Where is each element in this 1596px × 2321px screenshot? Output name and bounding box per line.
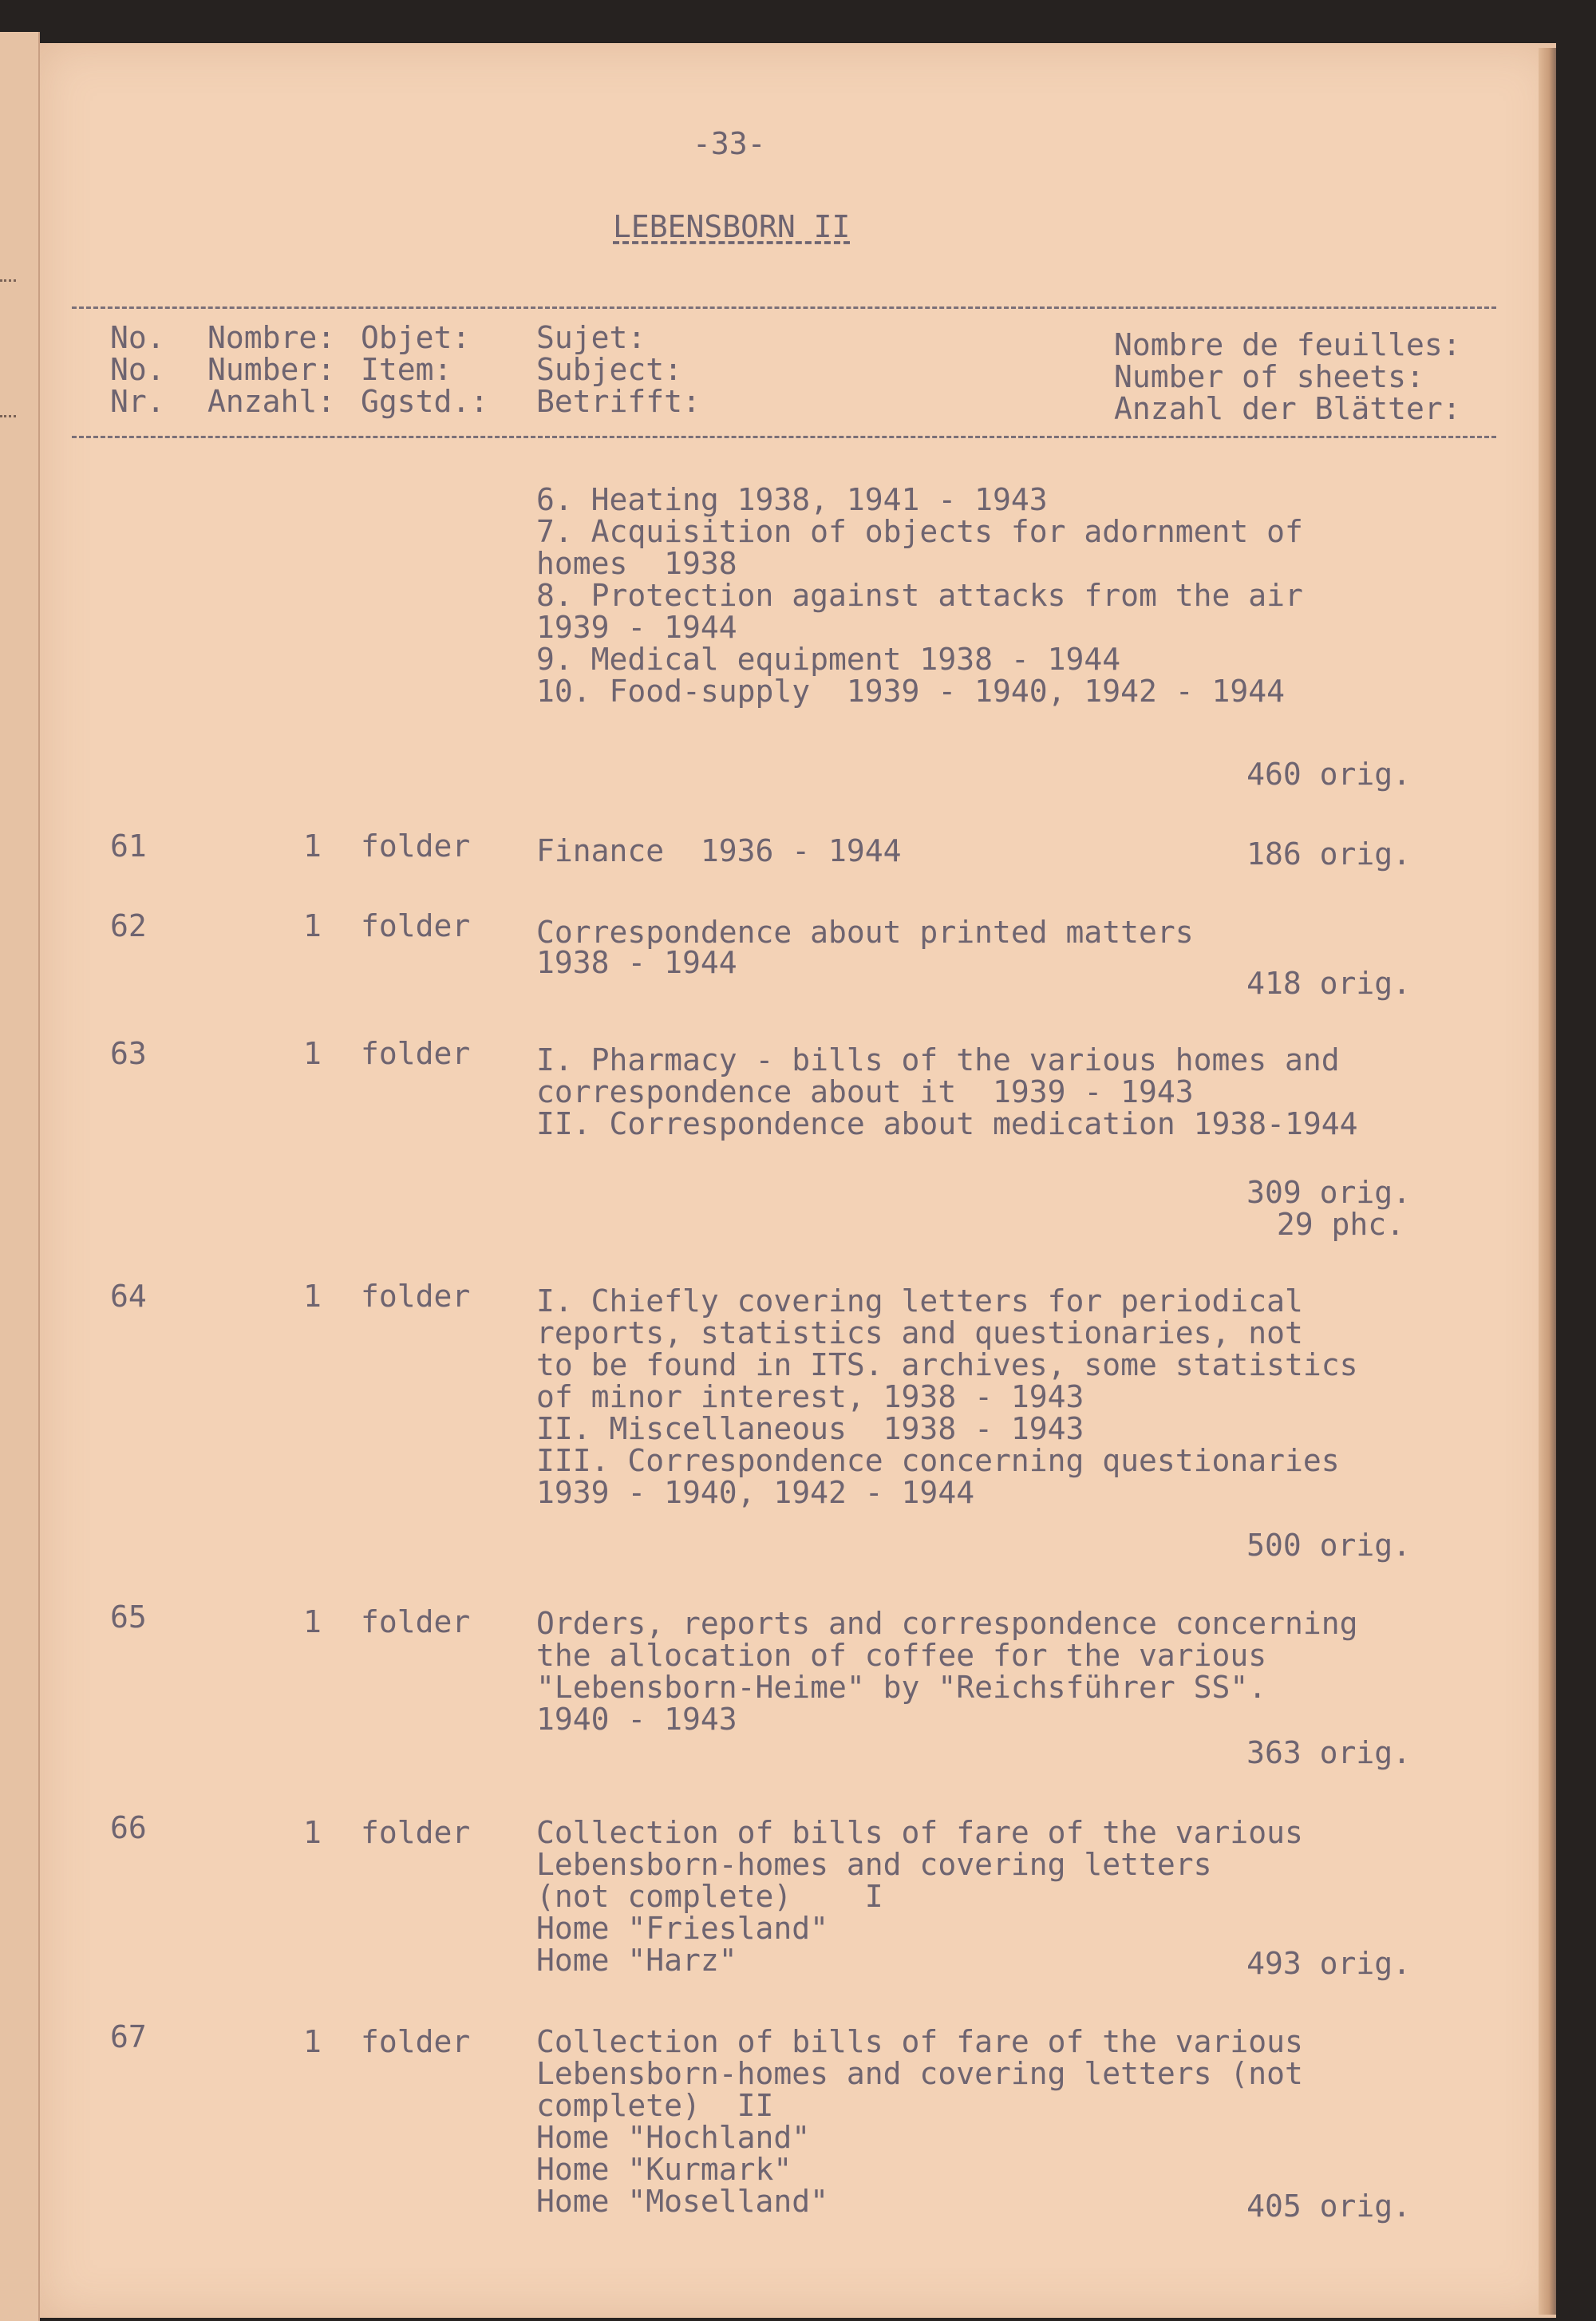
entry-sheets: 418 orig. [1246, 966, 1411, 1001]
entry-subject-line: Lebensborn-homes and covering letters (not [536, 2056, 1303, 2091]
entry-item: folder [361, 828, 471, 864]
continuation-line: homes 1938 [536, 546, 737, 581]
entry-number: 1 [303, 908, 322, 943]
entry-number: 1 [303, 1815, 322, 1850]
entry-subject-line: Correspondence about printed matters [536, 915, 1194, 950]
entry-sheets: 186 orig. [1246, 836, 1411, 872]
entry-subject-line: Collection of bills of fare of the various [536, 2024, 1303, 2059]
page-title: LEBENSBORN II [613, 209, 851, 244]
entry-number: 1 [303, 828, 322, 864]
column-header-sheets-fr: Nombre de feuilles: [1114, 327, 1461, 362]
entry-sheets: 405 orig. [1246, 2189, 1411, 2224]
entry-item: folder [361, 1036, 471, 1071]
entry-sheets: 309 orig. [1246, 1175, 1411, 1210]
entry-subject-line: Orders, reports and correspondence concerning [536, 1606, 1358, 1641]
adjacent-page-rule [0, 279, 16, 282]
entry-subject-line: Home "Hochland" [536, 2120, 811, 2155]
column-header-subject-fr: Sujet: [536, 320, 646, 355]
page-number: -33- [693, 126, 766, 161]
entry-subject-line: I. Pharmacy - bills of the various homes and [536, 1042, 1340, 1077]
entry-subject-line: correspondence about it 1939 - 1943 [536, 1074, 1194, 1109]
column-header-item-fr: Objet: [361, 320, 471, 355]
column-header-item-en: Item: [361, 352, 452, 387]
entry-no: 66 [110, 1810, 147, 1845]
entry-sheets: 29 phc. [1276, 1207, 1404, 1242]
entry-item: folder [361, 908, 471, 943]
entry-no: 61 [110, 828, 147, 864]
entry-subject-line: Home "Friesland" [536, 1911, 829, 1946]
entry-no: 63 [110, 1036, 147, 1071]
entry-subject-line: reports, statistics and questionaries, not [536, 1315, 1303, 1350]
entry-no: 65 [110, 1599, 147, 1635]
adjacent-page-edge [0, 32, 40, 2321]
entry-item: folder [361, 2024, 471, 2059]
entry-subject-line: Home "Kurmark" [536, 2152, 792, 2187]
entry-subject-line: 1940 - 1943 [536, 1702, 737, 1737]
entry-number: 1 [303, 1036, 322, 1071]
entry-subject-line: Collection of bills of fare of the various [536, 1815, 1303, 1850]
entry-subject-line: Home "Harz" [536, 1943, 737, 1978]
continuation-sheets: 460 orig. [1246, 757, 1411, 792]
column-header-no-fr: No. [110, 320, 165, 355]
continuation-line: 8. Protection against attacks from the air [536, 578, 1303, 613]
entry-number: 1 [303, 2024, 322, 2059]
header-top-rule [72, 306, 1496, 309]
entry-no: 62 [110, 908, 147, 943]
column-header-sheets-de: Anzahl der Blätter: [1114, 391, 1461, 426]
entry-subject-line: (not complete) I [536, 1879, 883, 1914]
column-header-subject-de: Betrifft: [536, 384, 701, 419]
entry-item: folder [361, 1815, 471, 1850]
entry-sheets: 500 orig. [1246, 1528, 1411, 1563]
column-header-sheets-en: Number of sheets: [1114, 359, 1424, 394]
entry-subject-line: of minor interest, 1938 - 1943 [536, 1379, 1084, 1414]
entry-sheets: 363 orig. [1246, 1735, 1411, 1770]
entry-subject-line: I. Chiefly covering letters for periodical [536, 1283, 1303, 1319]
column-header-number-en: Number: [207, 352, 336, 387]
entry-subject-line: 1938 - 1944 [536, 945, 737, 980]
entry-number: 1 [303, 1279, 322, 1314]
entry-subject-line: 1939 - 1940, 1942 - 1944 [536, 1475, 975, 1510]
entry-number: 1 [303, 1604, 322, 1639]
column-header-number-fr: Nombre: [207, 320, 336, 355]
entry-subject-line: II. Correspondence about medication 1938-1944 [536, 1106, 1358, 1141]
continuation-line: 7. Acquisition of objects for adornment of [536, 514, 1303, 549]
entry-subject-line: the allocation of coffee for the various [536, 1638, 1267, 1673]
column-header-item-de: Ggstd.: [361, 384, 489, 419]
page-stack-edge [1539, 48, 1556, 2315]
entry-subject-line: Finance 1936 - 1944 [536, 833, 902, 868]
entry-subject-line: Lebensborn-homes and covering letters [536, 1847, 1212, 1882]
adjacent-page-rule [0, 415, 16, 417]
entry-no: 64 [110, 1279, 147, 1314]
entry-subject-line: "Lebensborn-Heime" by "Reichsführer SS". [536, 1670, 1267, 1705]
entry-item: folder [361, 1279, 471, 1314]
column-header-subject-en: Subject: [536, 352, 683, 387]
entry-subject-line: III. Correspondence concerning questionaries [536, 1443, 1340, 1478]
header-bottom-rule [72, 436, 1496, 438]
continuation-line: 10. Food-supply 1939 - 1940, 1942 - 1944 [536, 674, 1285, 709]
continuation-line: 1939 - 1944 [536, 610, 737, 645]
column-header-number-de: Anzahl: [207, 384, 336, 419]
entry-subject-line: complete) II [536, 2088, 774, 2123]
entry-no: 67 [110, 2019, 147, 2054]
column-header-no-en: No. [110, 352, 165, 387]
continuation-line: 9. Medical equipment 1938 - 1944 [536, 642, 1121, 677]
entry-subject-line: Home "Moselland" [536, 2184, 829, 2219]
column-header-no-de: Nr. [110, 384, 165, 419]
entry-item: folder [361, 1604, 471, 1639]
entry-subject-line: to be found in ITS. archives, some statistics [536, 1347, 1358, 1382]
entry-subject-line: II. Miscellaneous 1938 - 1943 [536, 1411, 1084, 1446]
continuation-line: 6. Heating 1938, 1941 - 1943 [536, 482, 1048, 517]
entry-sheets: 493 orig. [1246, 1946, 1411, 1981]
